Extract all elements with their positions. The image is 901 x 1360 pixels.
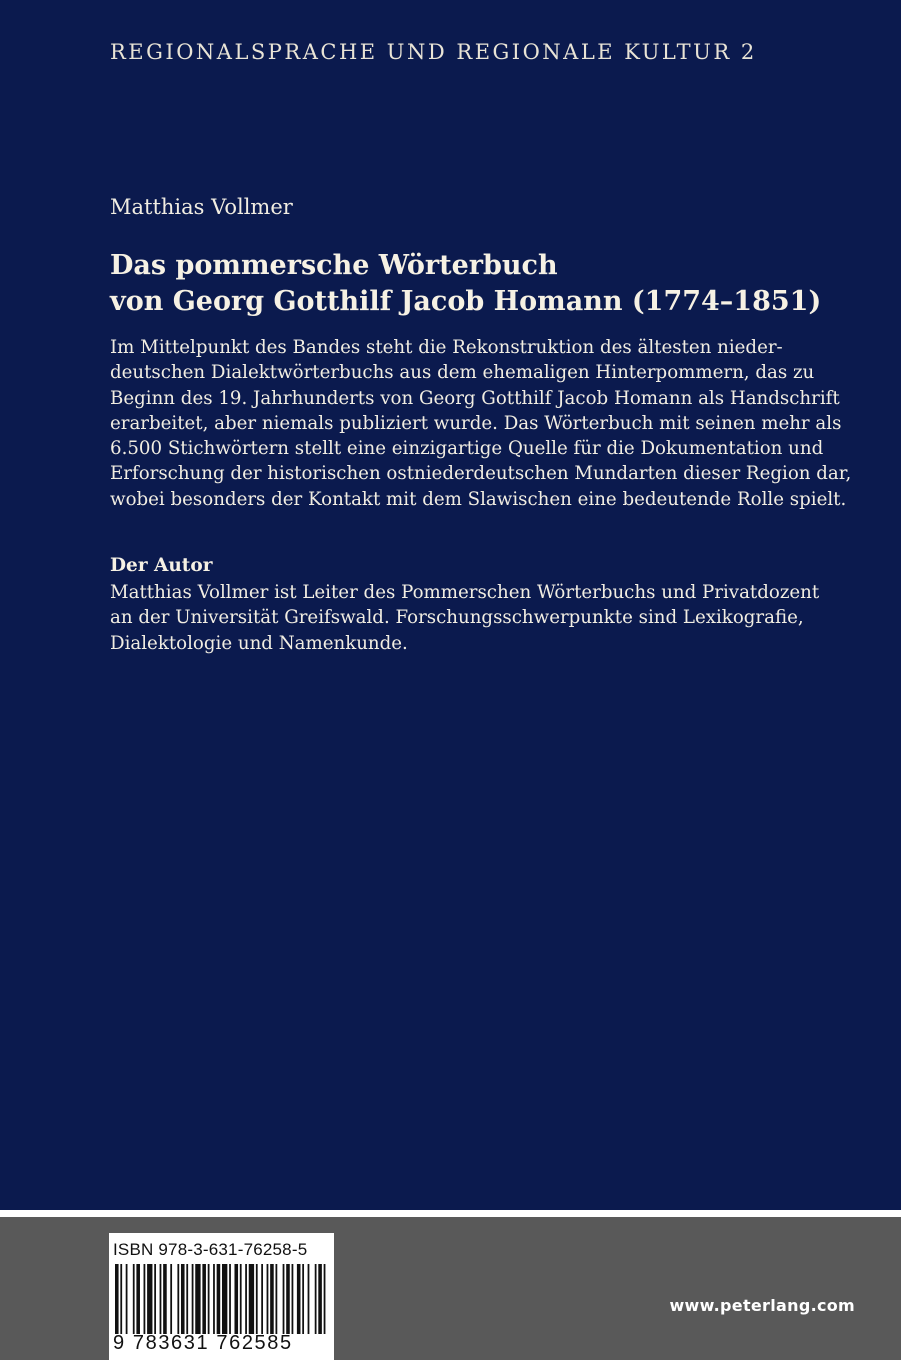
barcode-bar (120, 1264, 122, 1334)
barcode-bar (261, 1264, 263, 1334)
book-title-line: Das pommersche Wörterbuch (110, 250, 558, 281)
barcode-bar (126, 1264, 128, 1334)
barcode-bar (283, 1264, 285, 1334)
barcode-bar (213, 1264, 215, 1334)
description-line: 6.500 Stichwörtern stellt eine einzigartige Quelle für die Dokumentation und (110, 438, 824, 460)
book-title (110, 248, 870, 320)
footer-band (0, 1217, 901, 1360)
barcode-bar (297, 1264, 301, 1334)
barcode-bar (192, 1264, 194, 1334)
description-line: Erforschung der historischen ostniederdeutschen Mundarten dieser Region dar, (110, 463, 852, 485)
barcode-bar (170, 1264, 172, 1334)
author-biography (110, 580, 870, 656)
barcode-bar (308, 1264, 310, 1334)
barcode-bar (315, 1264, 317, 1334)
book-title-line: von Georg Gotthilf Jacob Homann (1774–1851) (110, 286, 822, 317)
biography-line: Matthias Vollmer ist Leiter des Pommerschen Wörterbuchs und Privatdozent (110, 582, 820, 603)
barcode-bar (292, 1264, 294, 1334)
barcode-bar (202, 1264, 206, 1334)
barcode-bar (276, 1264, 278, 1334)
isbn-barcode-panel (109, 1233, 334, 1360)
barcode-bar (229, 1264, 231, 1334)
barcode-bar (133, 1264, 135, 1334)
author-section-heading: Der Autor (110, 555, 213, 576)
barcode-bar (222, 1264, 227, 1334)
author-name: Matthias Vollmer (110, 195, 293, 219)
description-line: Im Mittelpunkt des Bandes steht die Rekonstruktion des ältesten nieder- (110, 337, 783, 358)
barcode-bar (240, 1264, 242, 1334)
barcode-bar (177, 1264, 179, 1334)
series-title: REGIONALSPRACHE UND REGIONALE KULTUR 2 (110, 40, 757, 64)
barcode-bar (181, 1264, 185, 1334)
barcode-bar (115, 1264, 119, 1334)
barcode-bar (270, 1264, 274, 1334)
barcode-bar (217, 1264, 221, 1334)
footer-divider (0, 1210, 901, 1217)
barcode-bar (154, 1264, 156, 1334)
barcode-bar (249, 1264, 254, 1334)
barcode-bar (163, 1264, 167, 1334)
description-line: wobei besonders der Kontakt mit dem Slawischen eine bedeutende Rolle spielt. (110, 488, 847, 510)
barcode-bar (318, 1264, 322, 1334)
barcode-bar (195, 1264, 200, 1334)
description-line: erarbeitet, aber niemals publiziert wurde. Das Wörterbuch mit seinen mehr als (110, 412, 842, 434)
barcode-bar (160, 1264, 162, 1334)
publisher-website: www.peterlang.com (669, 1296, 855, 1315)
book-description (110, 335, 870, 512)
barcode-icon (115, 1264, 329, 1334)
description-line: Beginn des 19. Jahrhunderts von Georg Gotthilf Jacob Homann als Handschrift (110, 387, 840, 409)
barcode-bar (286, 1264, 290, 1334)
barcode-bar (234, 1264, 238, 1334)
barcode-bar (267, 1264, 269, 1334)
barcode-bar (136, 1264, 140, 1334)
barcode-bar (144, 1264, 146, 1334)
barcode-digits: 9 783631 762585 (113, 1332, 293, 1354)
barcode-bar (324, 1264, 326, 1334)
description-line: deutschen Dialektwörterbuchs aus dem ehemaligen Hinterpommern, das zu (110, 362, 815, 384)
isbn-label: ISBN 978-3-631-76258-5 (113, 1240, 308, 1259)
barcode-bar (147, 1264, 152, 1334)
barcode-bar (186, 1264, 188, 1334)
biography-line: an der Universität Greifswald. Forschungsschwerpunkte sind Lexikografie, (110, 607, 804, 629)
barcode-bar (302, 1264, 304, 1334)
barcode-bar (208, 1264, 210, 1334)
barcode-bar (256, 1264, 258, 1334)
barcode-bar (245, 1264, 247, 1334)
biography-line: Dialektologie und Namenkunde. (110, 632, 408, 654)
